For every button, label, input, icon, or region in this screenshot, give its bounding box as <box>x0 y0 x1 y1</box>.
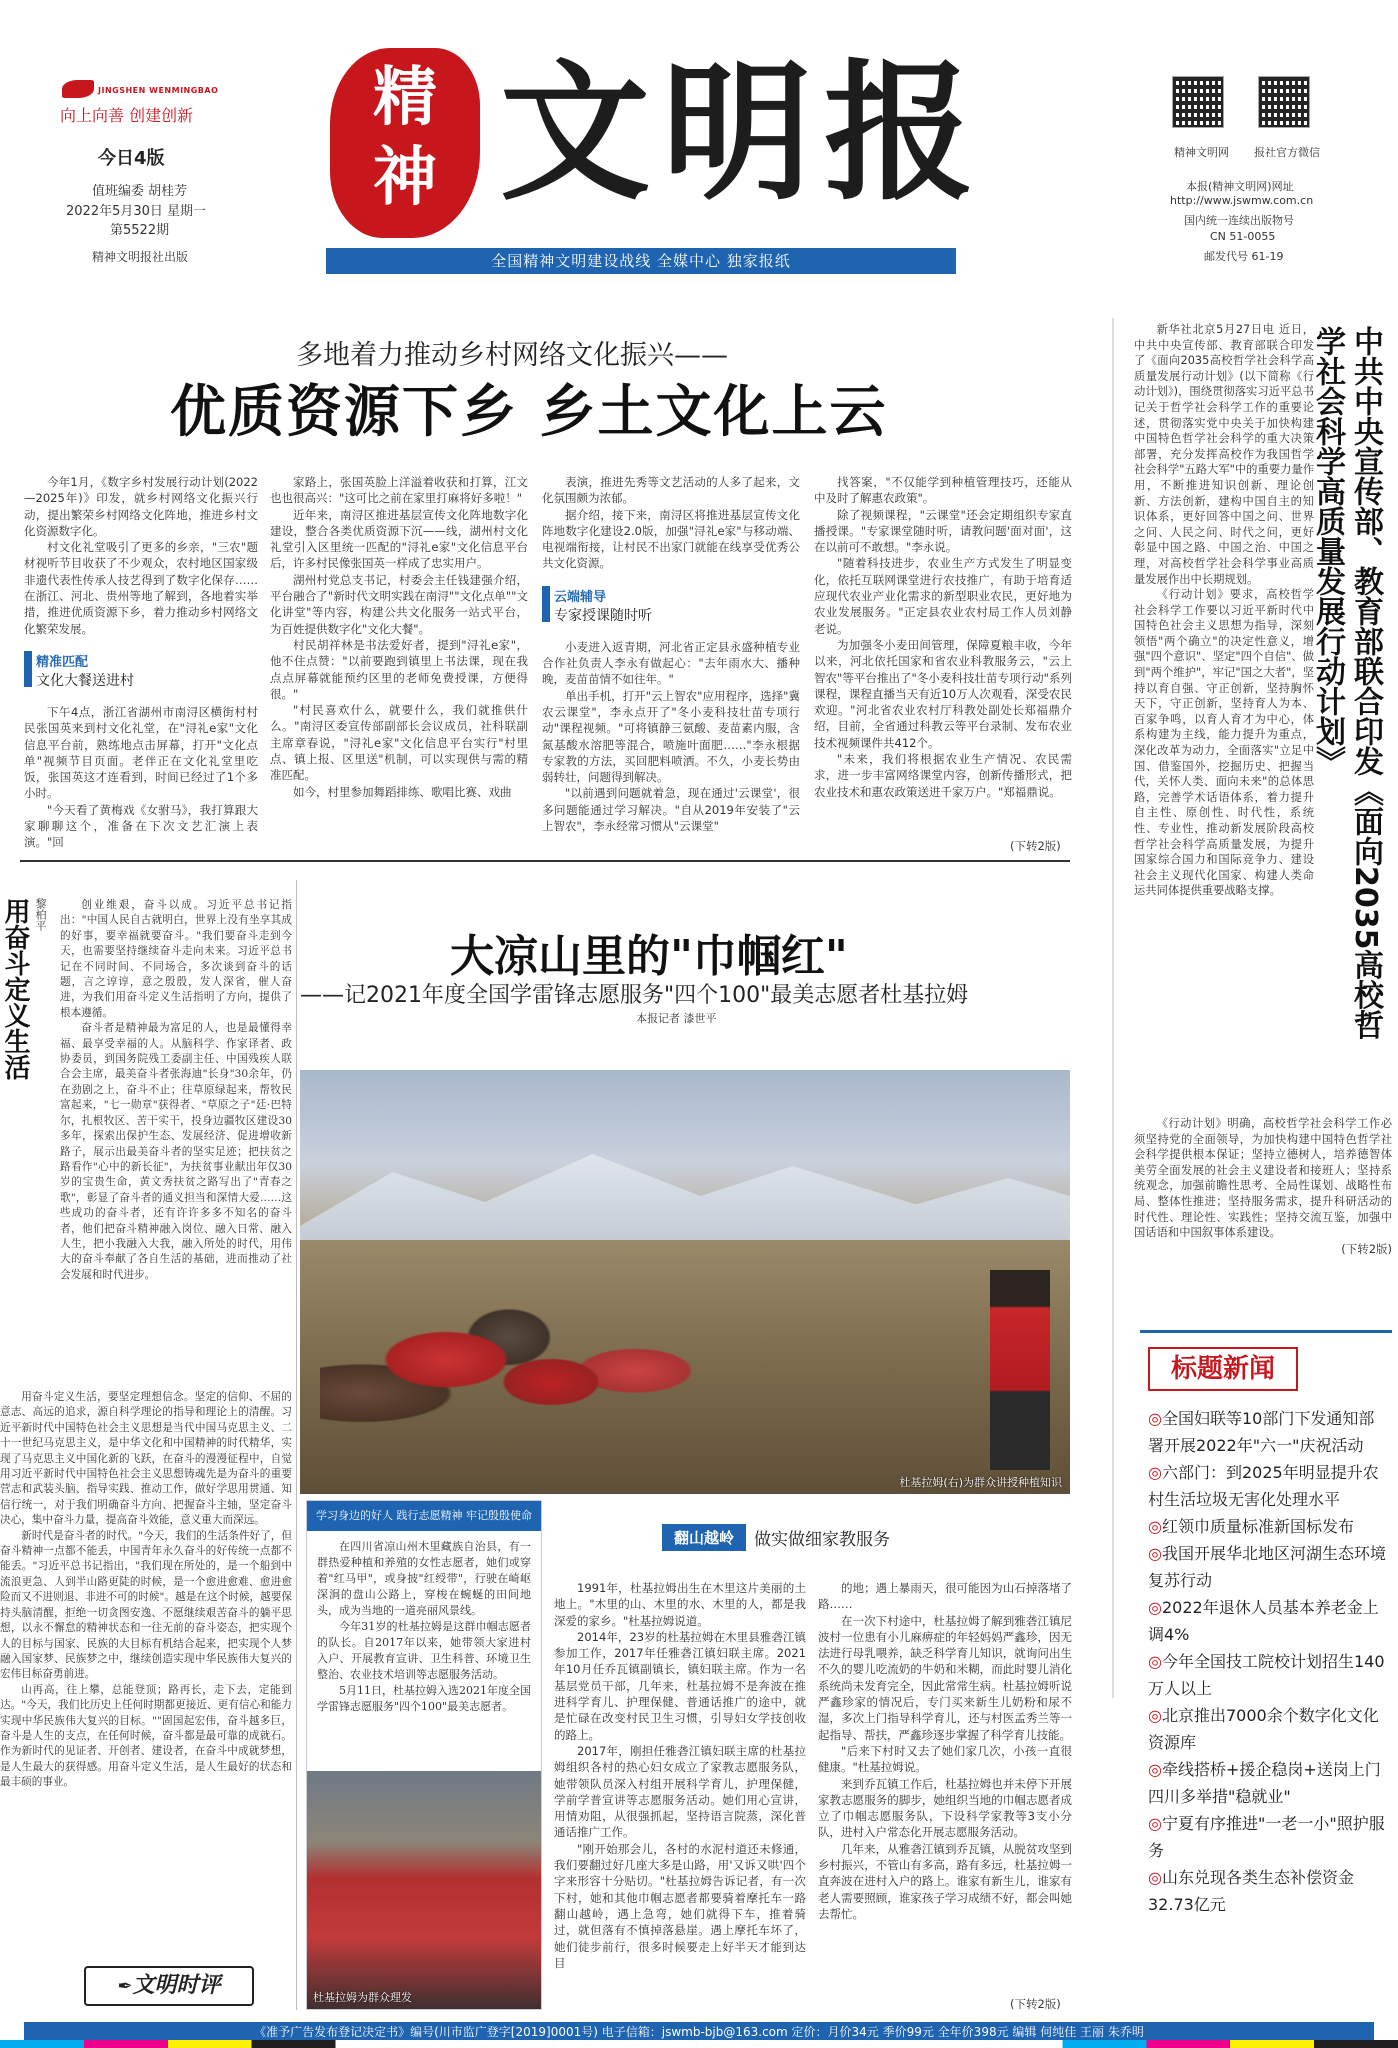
column-badge-text: 文明时评 <box>132 1973 221 1998</box>
paragraph: "未来，我们将根据农业生产情况、农民需求，进一步丰富网络课堂内容，创新传播形式，把农业技术和惠农政策送进千家万户。"郑福鼎说。 <box>814 752 1072 799</box>
feature-subhead-bar <box>662 1524 890 1551</box>
cn-number: CN 51-0055 <box>1210 230 1276 243</box>
footer-bar <box>24 2022 1374 2042</box>
paragraph: 在四川省凉山州木里藏族自治县，有一群热爱种植和养殖的女性志愿者，她们或穿着"红马甲"，或身披"红绶带"，行驶在崎岖深涧的盘山公路上，穿梭在蜿蜒的田间地头，成为当地的一道亮丽风景线。 <box>317 1540 531 1617</box>
brief-item[interactable]: ◎北京推出7000余个数字化文化资源库 <box>1148 1706 1379 1752</box>
subhead-label: 云端辅导 <box>554 589 607 605</box>
lead-col-4 <box>814 474 1072 800</box>
duty-editor: 值班编委 胡桂芳 <box>92 184 188 199</box>
feature-subhead: ——记2021年度全国学雷锋志愿服务"四个100"最美志愿者杜基拉姆 <box>300 983 969 1008</box>
feature-col-a <box>554 1580 806 1971</box>
paragraph: 除了视频课程，"云课堂"还会定期组织专家直播授课。"专家课堂随时听，请教问题'面对面'，这在以前可不敢想。"李永说。 <box>814 507 1072 555</box>
photo-caption: 杜基拉姆(右)为群众讲授种植知识 <box>899 1476 1062 1489</box>
brief-item[interactable]: ◎我国开展华北地区河湖生态环境复苏行动 <box>1148 1544 1386 1590</box>
right-body <box>1134 322 1314 899</box>
paragraph: 今年31岁的杜基拉姆是这群巾帼志愿者的队长。自2017年以来，她带领大家进村入户、开展教育宣讲、卫生科普、环境卫生整治、农业技术培训等志愿服务活动。 <box>317 1620 531 1681</box>
masthead <box>0 0 1398 280</box>
paragraph: "后来下村时又去了她们家几次，小孩一直很健康。"杜基拉姆说。 <box>818 1743 1072 1775</box>
inset-banner <box>307 1501 541 1531</box>
brief-item[interactable]: ◎宁夏有序推进"一老一小"照护服务 <box>1148 1814 1385 1860</box>
brief-item[interactable]: ◎红领巾质量标准新国标发布 <box>1148 1517 1354 1536</box>
circle-icon: ◎ <box>1148 1598 1162 1617</box>
continued-note: (下转2版) <box>1341 1241 1392 1256</box>
paragraph: 2014年，23岁的杜基拉姆在木里县雅砻江镇参加工作，2017年任雅砻江镇妇联主席。2021年10月任乔瓦镇副镇长，镇妇联主席。作为一名基层党员干部，几年来，杜基拉姆不是奔波在推进科学育儿、护理保健、普通话推广的途中，就是忙碌在改变村民卫生习惯，引导妇女学技创收的路上。 <box>554 1629 806 1742</box>
paragraph: 山再高，往上攀，总能登顶；路再长，走下去，定能到达。"今天，我们比历史上任何时期都更接近、更有信心和能力实现中华民族伟大复兴的目标。""固国起宏伟，奋斗越多巨，奋斗是人生的支点，在任何时候，奋斗都是最可靠的成就石。作为新时代的见证者、开创者、建设者，在奋斗中成就梦想，是人生最大的获得感。用奋斗定义生活，是人生最好的状态和最丰硕的事业。 <box>0 1683 292 1789</box>
pen-icon: ✒ <box>117 1976 133 1997</box>
paragraph: 找答案，"不仅能学到种植管理技巧，还能从中及时了解惠农政策"。 <box>814 475 1072 506</box>
tagline: 全国精神文明建设战线 全媒中心 独家报纸 <box>491 252 791 270</box>
paragraph: 如今，村里参加舞蹈排练、歌唱比赛、戏曲 <box>293 784 512 799</box>
issue-number: 第5522期 <box>110 223 170 238</box>
circle-icon: ◎ <box>1148 1760 1162 1779</box>
column-title-text: 用奋斗定义生活 <box>0 898 30 1080</box>
subhead-precise <box>24 651 258 690</box>
paragraph: 村文化礼堂吸引了更多的乡亲，"三农"题材视听节目收获了不少观众，农村地区国家级非遗代表性传承人技艺得到了数字化保存……在浙江、河北、贵州等地了解到，各地着实举措，推进优质资源下乡，着力推动乡村网络文化繁荣发展。 <box>24 540 258 636</box>
brand-pinyin: JINGSHEN WENMINGBAO <box>98 86 219 95</box>
square-icon <box>542 586 550 622</box>
paragraph: "村民喜欢什么，就要什么，我们就推供什么。"南浔区委宣传部副部长会议成员，社科联副主席章春说，"浔礼e家"文化信息平台实行"村里点、镇上报、区里送"机制，可以实现供与需的精准匹配。 <box>270 703 528 783</box>
cn-label: 国内统一连续出版物号 <box>1184 214 1294 227</box>
feature-byline: 本报记者 漆世平 <box>636 1012 717 1025</box>
circle-icon: ◎ <box>1148 1517 1162 1536</box>
circle-icon: ◎ <box>1148 1868 1162 1887</box>
column-badge <box>84 1966 254 2006</box>
column-author <box>34 898 48 931</box>
lead-headline: 优质资源下乡 乡土文化上云 <box>170 380 888 445</box>
feature-headline: 大凉山里的"巾帼红" <box>450 931 848 982</box>
paragraph: 《行动计划》要求，高校哲学社会科学工作要以习近平新时代中国特色社会主义思想为指导，深刻领悟"两个确立"的决定性意义，增强"四个意识"、坚定"四个自信"、做到"两个维护"，牢记"国之大者"，坚持以育自强、守正创新，坚持胸怀天下，守正创新，坚持育人为本、百家争鸣，以育人育才为中心，体系构建为主线，能力提升为重点，深化改革为动力，全面落实"立足中国、借鉴国外，挖掘历史、把握当代，关怀人类、面向未来"的总体思路，完善学术话语体系，着力提升自主性、原创性、时代性，系统性、专业性，推动新发展阶段高校哲学社会科学高质量发展，为提升国家综合国力和国际竞争力、建设社会主义现代化国家、构建人类命运共同体提供重要战略支撑。 <box>1134 588 1314 898</box>
qr-label-wechat: 报社官方微信 <box>1254 146 1320 159</box>
title-red-text: 精神 <box>373 60 437 215</box>
qr-code-icon[interactable] <box>1258 76 1310 128</box>
paragraph: 家路上，张国英脸上洋溢着收获和打算，江文也也很高兴："这可比之前在家里打麻将好多啦！" <box>270 475 528 506</box>
paragraph: "今天看了黄梅戏《女驸马》，我打算跟大家聊聊这个，准备在下次文艺汇演上表演。"回 <box>24 802 258 850</box>
circle-icon: ◎ <box>1148 1652 1162 1671</box>
paragraph: 据介绍，接下来，南浔区将推进基层宣传文化阵地数字化建设2.0版，加强"浔礼e家"与移动端、电视端衔接，让村民不出家门就能在线享受优秀公共文化资源。 <box>542 507 800 571</box>
paragraph: 5月11日，杜基拉姆入选2021年度全国学雷锋志愿服务"四个100"最美志愿者。 <box>317 1684 531 1713</box>
briefs-title-text: 标题新闻 <box>1170 1354 1275 1384</box>
brief-item[interactable]: ◎2022年退休人员基本养老金上调4% <box>1148 1598 1379 1644</box>
subhead-text: 做实做细家教服务 <box>754 1530 891 1550</box>
snow-mountain <box>300 1130 1070 1250</box>
subhead-text: 文化大餐送进村 <box>36 672 134 689</box>
edition: 今日4版 <box>98 148 165 169</box>
paragraph: 来到乔瓦镇工作后，杜基拉姆也并未停下开展家教志愿服务的脚步，她组织当地的巾帼志愿者成立了巾帼志愿服务队，下设科学家教等3支小分队，进村入户常态化开展志愿服务活动。 <box>818 1776 1072 1840</box>
divider <box>296 880 297 2010</box>
right-headline-text: 中共中央宣传部、教育部联合印发《面向2035高校哲学社会科学高质量发展行动计划》 <box>1310 326 1383 1040</box>
inset-text <box>307 1531 541 1723</box>
qr-code-icon[interactable] <box>1172 76 1224 128</box>
paragraph: 的地；遇上暴雨天，很可能因为山石掉落堵了路…… <box>818 1581 1072 1612</box>
volunteer-group <box>320 1270 740 1494</box>
circle-icon: ◎ <box>1148 1814 1162 1833</box>
feature-photo[interactable] <box>300 1070 1070 1494</box>
slogan: 向上向善 创建创新 <box>60 106 194 125</box>
square-icon <box>24 651 32 687</box>
column-author-text: 黎柏平 <box>34 898 47 931</box>
title-red-block <box>330 48 480 238</box>
circle-icon: ◎ <box>1148 1706 1162 1725</box>
circle-icon: ◎ <box>1148 1544 1162 1563</box>
site-url[interactable]: http://www.jswmw.com.cn <box>1170 194 1314 207</box>
right-body-wide <box>1134 1116 1392 1257</box>
paragraph: 小麦进入返青期，河北省正定县永盛种植专业合作社负责人李永有做起心："去年雨水大、播种晚，麦苗苗情不如往年。" <box>542 639 800 687</box>
paragraph: 2017年，刚担任雅砻江镇妇联主席的杜基拉姆组织各村的热心妇女成立了家教志愿服务队，她带领队员深入村组开展科学育儿，护理保健，学前学普宣讲等志愿服务活动。她们用心宣讲，用情劝阻，从很强抓起，坚持语言院蒸，深化普通话推广工作。 <box>554 1743 806 1840</box>
briefs-list <box>1148 1405 1388 1918</box>
paragraph: 单出手机，打开"云上智农"应用程序，选择"冀农云课堂"，李永点开了"冬小麦科技壮苗专项行动"课程视频。"可将镇静三氨酸、麦苗素内服，含氮基酸水溶肥等混合，喷施叶面肥……"李永根据专家教的方法，买回肥料喷洒。不久，小麦长势由弱转壮，问题得到解决。 <box>542 688 800 785</box>
paragraph: 奋斗者是精神最为富足的人，也是最懂得幸福、最享受幸福的人。从脑科学、作家译者、政协委员，到国务院残工委副主任、中国残疾人联合会主席，最美奋斗者张海迪"长身"30余年，仍在劲剧之上，奋斗不止；往草原绿起来，帮牧民富起来，"七一勋章"获得者、"草原之子"廷·巴特尔，扎根牧区、苦干实干，投身边疆牧区建设30多年，探索出保护生态、发展经济、促进增收新路子，展示出最美奋斗者的坚实足迹；把扶贫之路看作"心中的新长征"，为扶贫事业献出年仅30岁的宝贵生命，黄文秀扶贫之路写出了"青春之歌"，彰显了奋斗者的通义担当和深情大爱……这些成功的奋斗者，还有许许多多不知名的奋斗者，他们把奋斗精神融入岗位、融入日常、融入人生，把小我融入大我，融入所处的时代，用伟大的奋斗奉献了各自生活的基础，进而推动了社会发展和时代进步。 <box>60 1022 292 1281</box>
footer-text: 《准予广告发布登记决定书》编号(川市监广登字[2019]0001号) 电子信箱：jswmb-bjb@163.com 定价：月价34元 季价99元 全年价398元 编辑 何纯佳 王丽 朱乔明 <box>254 2025 1144 2039</box>
post-code: 邮发代号 61-19 <box>1204 250 1284 263</box>
paragraph: "刚开始那会儿，各村的水泥村道还未修通，我们要翻过好几座大多是山路，用'又诉又哄'四个字来形容十分贴切。"杜基拉姆告诉记者，有一次下村，她和其他巾帼志愿者都要骑着摩托车一路翻山越岭，遇上急弯，她们就得下车，推着骑过，就但落有不慎掉落悬崖。遇上摩托车坏了，她们徒步前行，很多时候要走上好半天才能到达目 <box>554 1841 806 1970</box>
site-label: 本报(精神文明网)网址 <box>1186 180 1294 193</box>
lead-kicker: 多地着力推动乡村网络文化振兴—— <box>296 340 728 371</box>
paragraph: 创业维艰，奋斗以成。习近平总书记指出："中国人民自古就明白，世界上没有坐享其成的好事，要幸福就要奋斗。"我们要奋斗走到今天，也需要坚持继续奋斗走向未来。习近平总书记在不同时间、不同场合，多次谈到奋斗的话题，言之谆谆，意之殷殷，发人深省，催人奋进，为我们用奋斗定义生活指明了方向，提供了根本遵循。 <box>60 899 292 1019</box>
paragraph: 新华社北京5月27日电 近日，中共中央宣传部、教育部联合印发了《面向2035高校哲学社会科学高质量发展行动计划》(以下简称《行动计划》)，围绕贯彻落实习近平总书记关于哲学社会科学工作的重要论述，贯彻落实党中央关于加快构建中国特色哲学社会科学的重大决策部署，充分发挥高校作为我国哲学社会科学"五路大军"中的重要力量作用，不断推进知识创新、理论创新、方法创新，建构中国自主的知识体系，更好回答中国之问、世界之问、人民之问、时代之问，更好彰显中国之路、中国之治、中国之理，对高校哲学社会科学事业高质量发展作出中长期规划。 <box>1134 323 1314 586</box>
portrait-caption: 杜基拉姆为群众理发 <box>313 1991 412 2004</box>
paragraph: 近年来，南浔区推进基层宣传文化阵地数字化建设，整合各类优质资源下沉——线，湖州村文化礼堂引入区里统一匹配的"浔礼e家"文化信息平台后，许多村民像张国英一样成了忠实用户。 <box>270 507 528 571</box>
circle-icon: ◎ <box>1148 1409 1162 1428</box>
paragraph: 几年来，从雅砻江镇到乔瓦镇，从脱贫攻坚到乡村振兴，不管山有多高，路有多远，杜基拉姆一直奔波在进村入户的路上。谁家有新生儿，谁家有老人需要照顾，谁家孩子学习成绩不好，都会叫她去帮忙。 <box>818 1841 1072 1921</box>
divider <box>20 860 1070 862</box>
lead-col-1 <box>24 474 258 851</box>
paragraph: 村民胡祥林是书法爱好者，提到"浔礼e家"，他不住点赞："以前要跑到镇里上书法课，现在我点点屏幕就能预约区里的老师免费授课，方便得很。" <box>270 637 528 701</box>
subhead-label: 翻山越岭 <box>662 1524 746 1551</box>
briefs-box <box>1140 1330 1392 2010</box>
paragraph: 为加强冬小麦田间管理，保障夏粮丰收，今年以来，河北依托国家和省农业科教服务云，"云上智农"等平台推出了"冬小麦科技壮苗专项行动"系列课程，课程直播当天有近10万人次观看，深受农民欢迎。"河北省农业农村厅科教处副处长郑福鼎介绍，目前，全省通过科教云等平台录制、发布农业技术视频课件共412个。 <box>814 637 1072 750</box>
brief-item[interactable]: ◎山东兑现各类生态补偿资金32.73亿元 <box>1148 1868 1354 1914</box>
brief-item[interactable]: ◎牵线搭桥+援企稳岗+送岗上门 四川多举措"稳就业" <box>1148 1760 1381 1806</box>
paragraph: 1991年，杜基拉姆出生在木里这片美丽的土地上。"木里的山、木里的水、木里的人，都是我深爱的家乡。"杜基拉姆说道。 <box>554 1581 806 1628</box>
paragraph: 《行动计划》明确，高校哲学社会科学工作必须坚持党的全面领导，为加快构建中国特色哲学社会科学提供根本保证；坚持立德树人，培养德智体美劳全面发展的社会主义建设者和接班人；坚持系统观念，加强前瞻性思考、全局性谋划、战略性布局、整体性推进；坚持服务需求，提升科研活动的时代性、理论性、实践性；坚持交流互鉴，加强中国话语和中国叙事体系建设。 <box>1134 1117 1392 1240</box>
paragraph: 在一次下村途中，杜基拉姆了解到雅砻江镇尼波村一位患有小儿麻痹症的年轻妈妈严鑫珍，因无法进行母乳喂养，缺乏科学育儿知识，就询问出生不久的婴儿吃流奶的牛奶和米糊，而此时婴儿消化系统尚未发育完全，因此常常生病。杜基拉姆听说严鑫珍家的情况后，专门买来新生儿奶粉和尿不湿，多次上门指导科学育儿，还与村医孟秀兰等一起指导、帮扶，严鑫珍逐步掌握了科学育儿技能。 <box>818 1613 1072 1742</box>
divider <box>1112 318 1114 1698</box>
right-headline <box>1310 326 1384 1046</box>
paragraph: 今年1月，《数字乡村发展行动计划(2022—2025年)》印发，就乡村网络文化振兴行动，提出繁荣乡村网络文化阵地，推进乡村文化资源数字化。 <box>24 475 258 538</box>
brand-logo-icon <box>62 80 94 98</box>
feature-col-b <box>818 1580 1072 1922</box>
continued-note: (下转2版) <box>1010 1997 1061 2011</box>
subhead-label: 精准匹配 <box>36 654 89 670</box>
lead-col-3 <box>542 474 800 834</box>
title-black-text: 文明报 <box>500 45 987 221</box>
volunteer-speaker <box>990 1270 1050 1470</box>
color-bar <box>0 2040 1398 2048</box>
paragraph: 下午4点，浙江省湖州市南浔区横街村村民张国英来到村文化礼堂，在"浔礼e家"文化信息平台前，熟练地点击屏幕，打开"文化点单"视频节目页面。老伴正在文化礼堂里吃饭，张国英这才连看到，时间已经过了1个多小时。 <box>24 704 258 801</box>
column-body <box>60 898 292 1283</box>
brief-item[interactable]: ◎今年全国技工院校计划招生140万人以上 <box>1148 1652 1385 1698</box>
paragraph: 湖州村党总支书记，村委会主任钱建强介绍，平台融合了"新时代文明实践在南浔""文化点单""文化讲堂"等内容，构建公共文化服务一站式平台，为百姓提供数字化"文化大餐"。 <box>270 572 528 636</box>
lead-col-2 <box>270 474 528 800</box>
inset-banner-text: 学习身边的好人 践行志愿精神 牢记殷殷使命 <box>316 1509 532 1522</box>
issue-date: 2022年5月30日 星期一 <box>66 204 207 219</box>
paragraph: "随着科技进步，农业生产方式发生了明显变化，依托互联网课堂进行农技推广，有助于培育适应现代农业产业化需求的新型职业农民，更好地为农业发展服务。"正定县农业农村局工作人员刘静老说。 <box>814 556 1072 636</box>
feature-inset <box>306 1500 542 2010</box>
paragraph: 用奋斗定义生活，要坚定理想信念。坚定的信仰、不屈的意志、高远的追求，源自科学理论的指导和理论上的清醒。习近平新时代中国特色社会主义思想是当代中国马克思主义、二十一世纪马克思主义，是中华文化和中国精神的时代精华，实现了马克思主义中国化新的飞跃，在奋斗的漫漫征程中，自觉用习近平新时代中国特色社会主义思想铸魂先是为奋斗的重要营志和武装头脑、指导实践、推动工作，做好学思用贯通、知信行统一，对于我们明确奋斗方向、把握奋斗主轴，坚定奋斗决心，集中奋斗力量，提高奋斗效能，意义重大而深远。 <box>0 1391 292 1527</box>
brief-item[interactable]: ◎六部门：到2025年明显提升农村生活垃圾无害化处理水平 <box>1148 1463 1379 1509</box>
paragraph: 新时代是奋斗者的时代。"今天，我们的生活条件好了，但奋斗精神一点都不能丢，中国青年永久奋斗的好传统一点都不能丢。"习近平总书记指出，"我们现在所处的，是一个船到中流浪更急、人到半山路更陡的时候，是一个愈进愈难、愈进愈险而又不进则退、非进不可的时候"。越是在这个时候，越要保持头脑清醒，拒绝一切贪图安逸、不愿继续艰苦奋斗的躺平思想，以永不懈怠的精神状态和一往无前的奋斗姿态，把实现个人的目标与国家、民族的大目标有机结合起来，把实现个人梦融入国家梦、民族梦之中，继续创造实现中华民族伟大复兴的宏伟目标奋勇前进。 <box>0 1529 292 1681</box>
briefs-title <box>1148 1347 1298 1391</box>
publisher: 精神文明报社出版 <box>92 250 189 264</box>
brief-item[interactable]: ◎全国妇联等10部门下发通知部署开展2022年"六一"庆祝活动 <box>1148 1409 1375 1455</box>
continued-note: (下转2版) <box>1010 839 1061 853</box>
column-body-lower <box>0 1390 292 1791</box>
subhead-text: 专家授课随时听 <box>554 607 652 624</box>
tagline-bar <box>326 248 956 274</box>
subhead-cloud <box>542 586 800 625</box>
column-title <box>0 898 30 1080</box>
portrait-photo[interactable] <box>307 1771 541 2009</box>
paragraph: 表演，推进先秀等文艺活动的人多了起来，文化氛围颇为浓郁。 <box>542 475 800 506</box>
circle-icon: ◎ <box>1148 1463 1162 1482</box>
qr-label-site: 精神文明网 <box>1174 146 1229 159</box>
paragraph: "以前遇到问题就着急，现在通过'云课堂'，很多问题能通过学习解决。"自从2019年安装了"云上智农"，李永经常习惯从"云课堂" <box>542 786 800 834</box>
